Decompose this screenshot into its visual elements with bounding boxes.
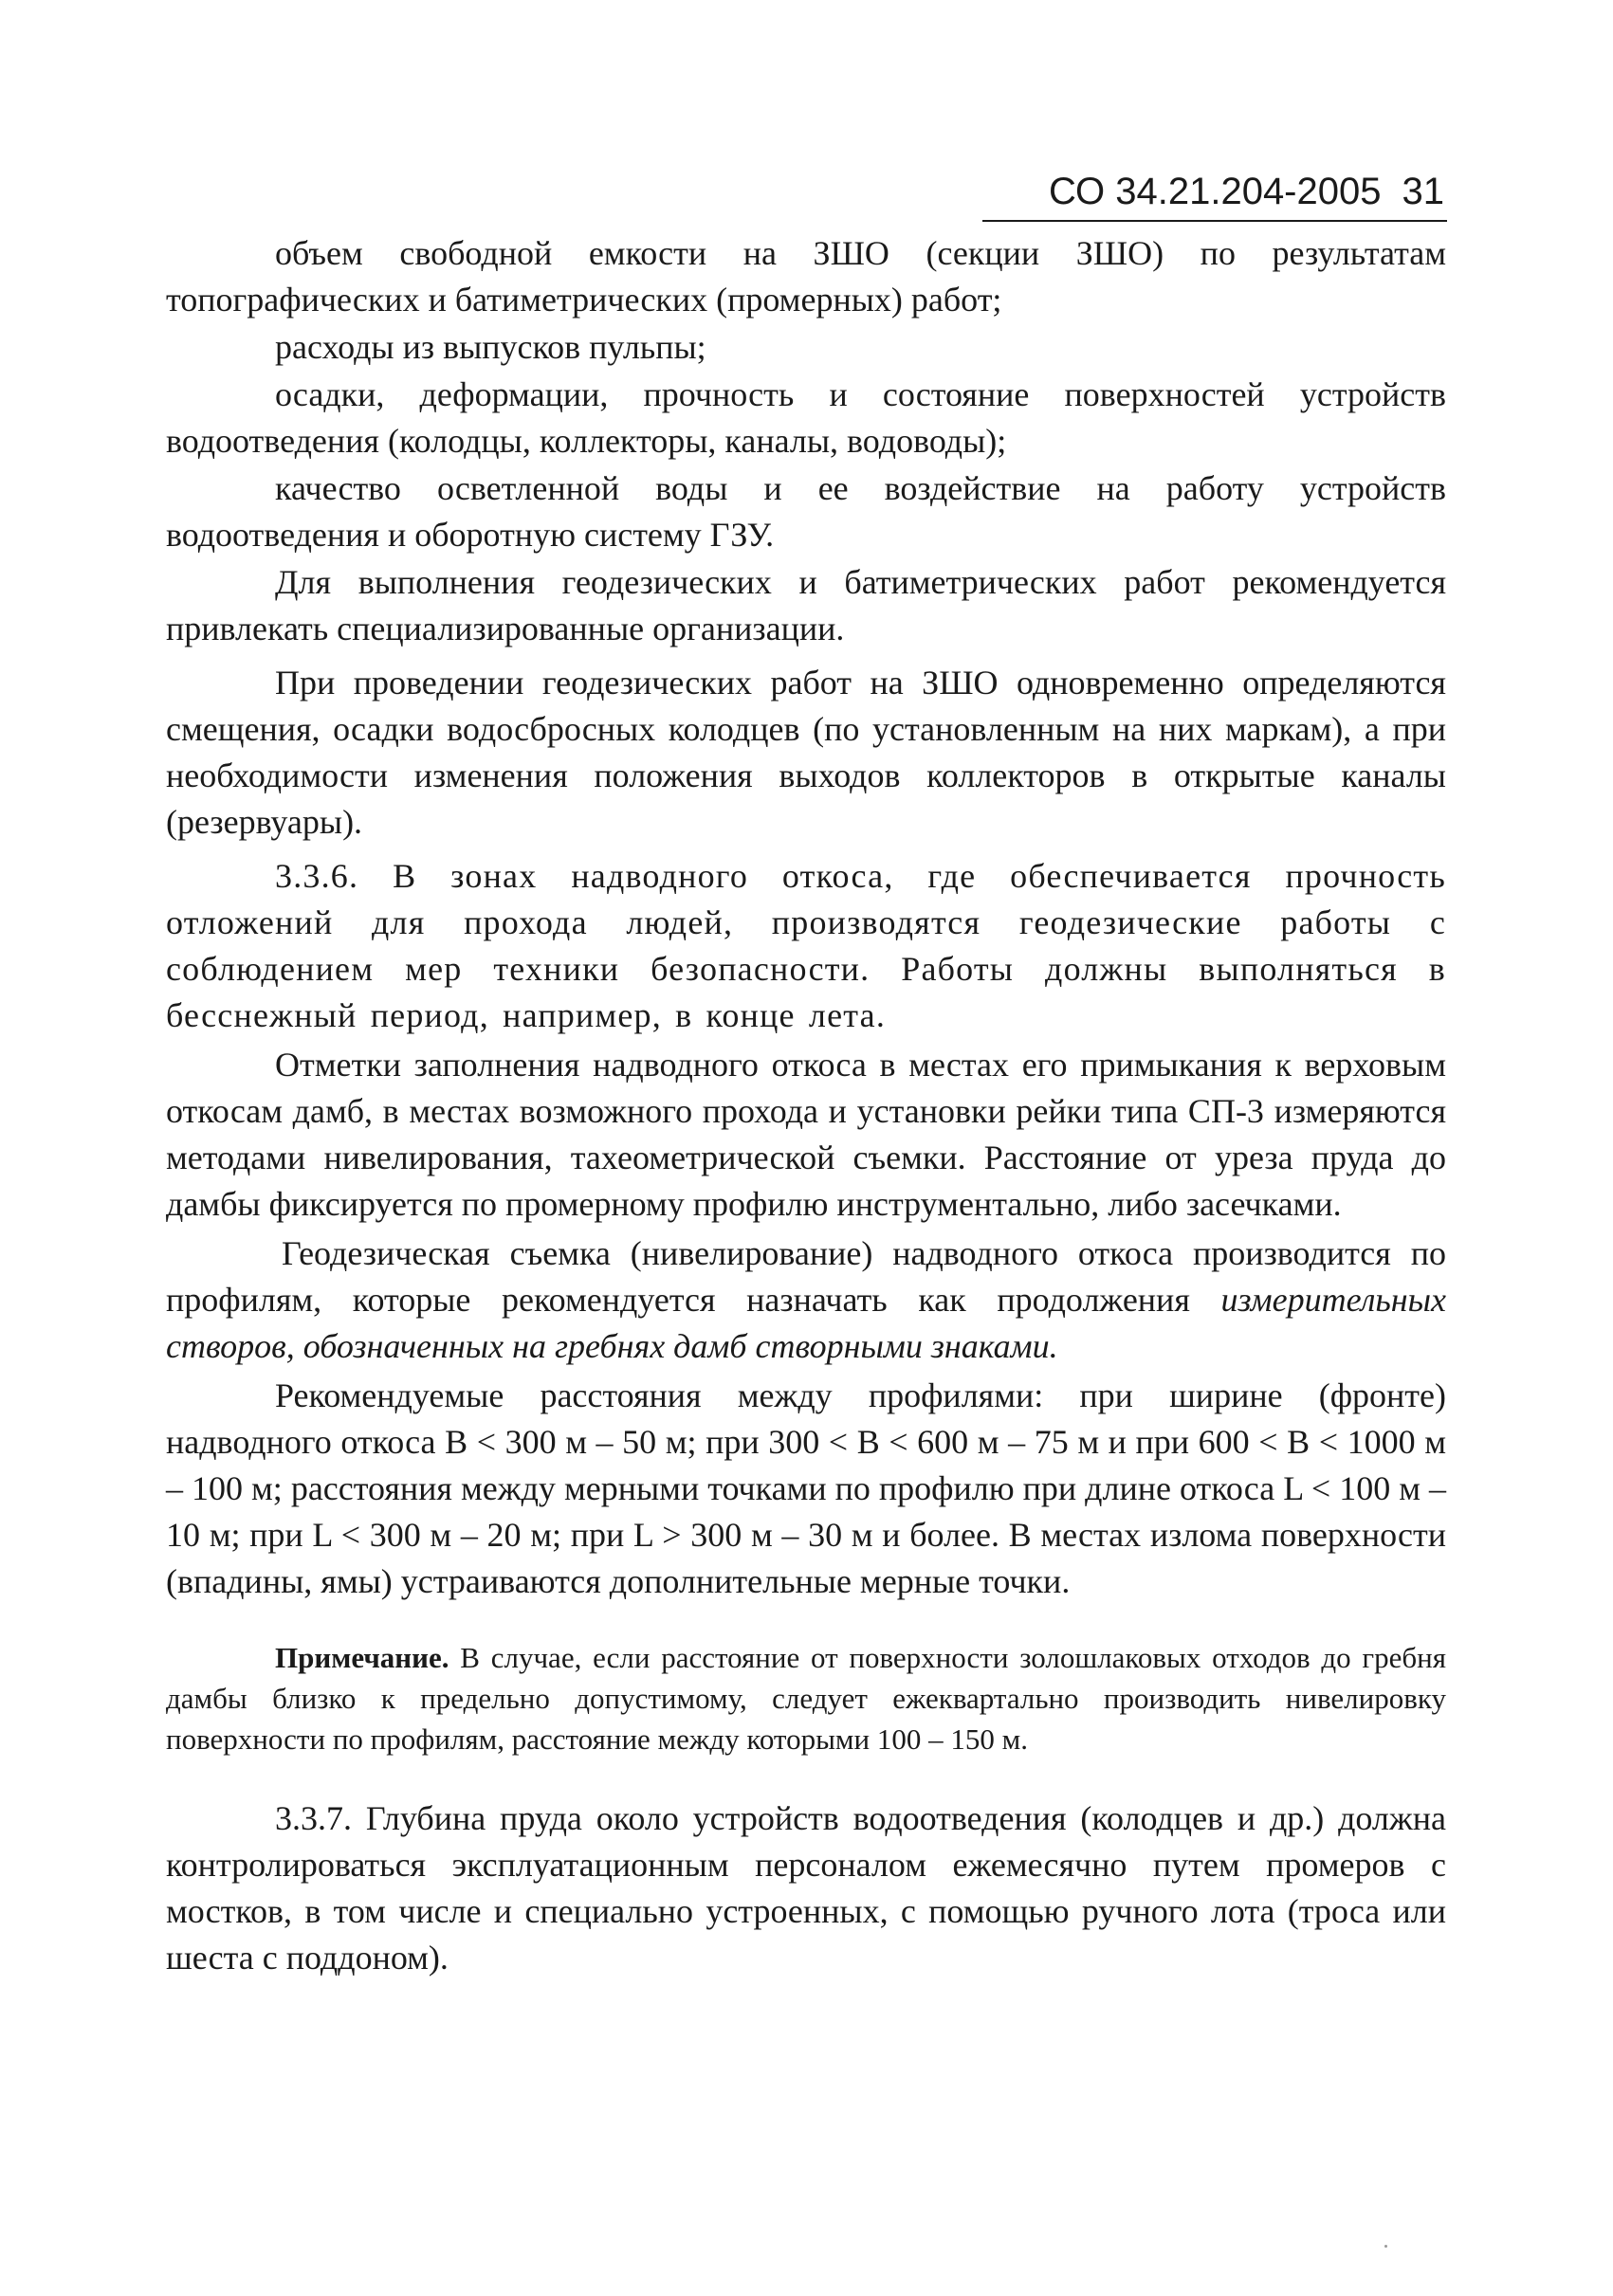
header-rule — [982, 220, 1447, 222]
paragraph-settlements: осадки, деформации, прочность и состояние поверхностей устройств водоотведения (колодцы, коллекторы, каналы, водоводы); — [166, 375, 1446, 460]
paragraph-section-3-3-7: 3.3.7. Глубина пруда около устройств водоотведения (колодцев и др.) должна контролироваться эксплуатационным персоналом ежемесячно путем промеров с мостков, в том числе и специально устроенных, с помощью ручного лота (троса или шеста с поддоном). — [166, 1799, 1446, 1977]
paragraph-profile-distances: Рекомендуемые расстояния между профилями: при ширине (фронте) надводного откоса В < 300 м – 50 м; при 300 < В < 600 м – 75 м и при 600 < В < 1000 м – 100 м; расстояния между мерными точками по профилю при длине откоса L < 100 м – 10 м; при L < 300 м – 20 м; при L > 300 м – 30 м и более. В местах излома поверхности (впадины, ямы) устраиваются дополнительные мерные точки. — [166, 1376, 1446, 1600]
document-code: СО 34.21.204-2005 — [1049, 171, 1382, 212]
paragraph-geodetic-survey-italic: измерительных створов, обозначенных на гребнях дамб створными знаками. — [166, 1281, 1446, 1365]
scan-speck — [1384, 2245, 1387, 2248]
page-header — [986, 169, 1444, 214]
paragraph-free-capacity: объем свободной емкости на ЗШО (секции ЗШО) по результатам топографических и батиметрических (промерных) работ; — [166, 234, 1446, 319]
paragraph-water-quality: качество осветленной воды и ее воздействие на работу устройств водоотведения и оборотную систему ГЗУ. — [166, 469, 1446, 554]
paragraph-geodetic-survey-start: Геодезическая съемка (нивелирование) надводного откоса производится по профилям, которые рекомендуется назначать как продолжения — [166, 1234, 1446, 1319]
page-number: 31 — [1402, 171, 1444, 212]
paragraph-pulp-discharge: расходы из выпусков пульпы; — [275, 328, 706, 366]
note-label: Примечание. — [275, 1641, 449, 1674]
paragraph-section-3-3-6: 3.3.6. В зонах надводного откоса, где обеспечивается прочность отложений для прохода людей, производятся геодезические работы с соблюдением мер техники безопасности. Работы должны выполняться в бесснежный период, например, в конце лета. — [166, 857, 1446, 1034]
note-block — [166, 1637, 1446, 1759]
paragraph-fill-marks: Отметки заполнения надводного откоса в местах его примыкания к верховым откосам дамб, в местах возможного прохода и установки рейки типа СП-3 измеряются методами нивелирования, тахеометрической съемки. Расстояние от уреза пруда до дамбы фиксируется по промерному профилю инструментально, либо засечками. — [166, 1046, 1446, 1223]
page-body — [166, 230, 1446, 1981]
note-text: В случае, если расстояние от поверхности золошлаковых отходов до гребня дамбы близко к предельно допустимому, следует ежеквартально производить нивелировку поверхности по профилям, расстояние между которыми 100 – 150 м. — [166, 1641, 1446, 1756]
paragraph-geodetic-organizations: Для выполнения геодезических и батиметрических работ рекомендуется привлекать специализированные организации. — [166, 563, 1446, 647]
paragraph-geodetic-works: При проведении геодезических работ на ЗШО одновременно определяются смещения, осадки водосбросных колодцев (по установленным на них маркам), а при необходимости изменения положения выходов коллекторов в открытые каналы (резервуары). — [166, 664, 1446, 841]
paragraph-geodetic-survey — [166, 1230, 1446, 1370]
